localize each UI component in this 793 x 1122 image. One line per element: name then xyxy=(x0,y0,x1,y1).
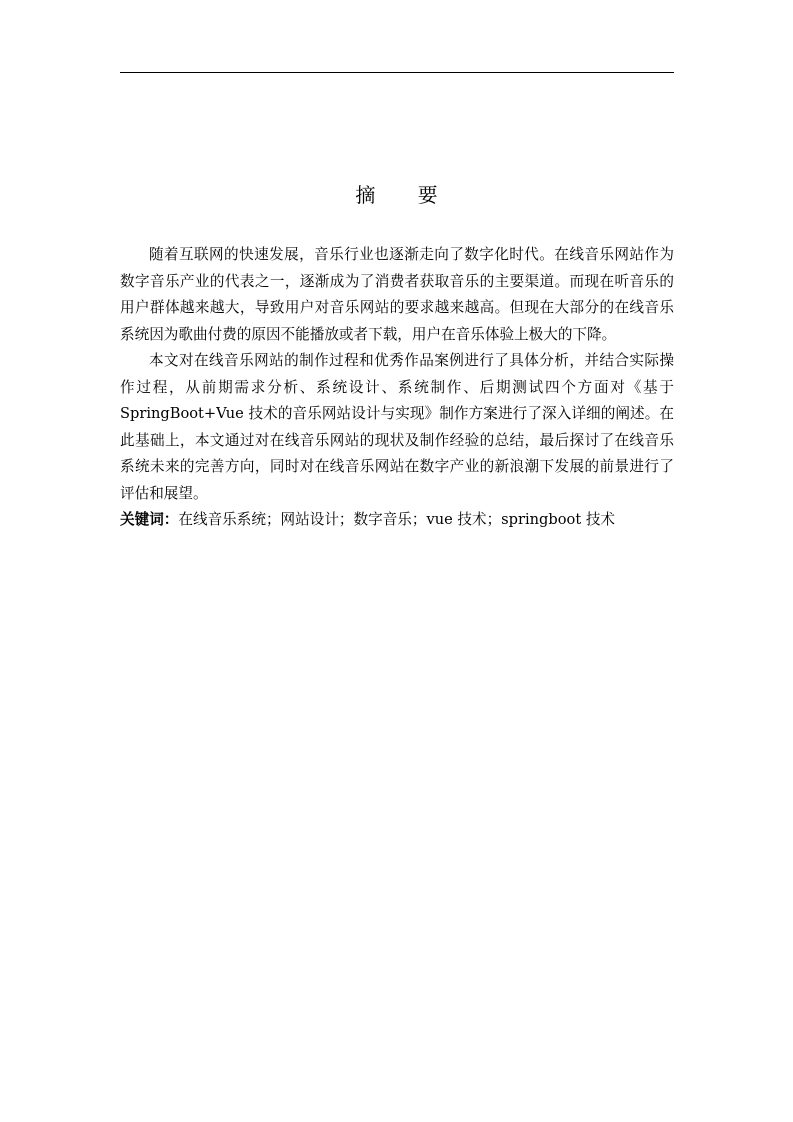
header-rule xyxy=(120,72,674,73)
abstract-paragraph-2: 本文对在线音乐网站的制作过程和优秀作品案例进行了具体分析，并结合实际操作过程，从前期需求分析、系统设计、系统制作、后期测试四个方面对《基于 SpringBoot+Vue 技术的音乐网站设计与实现》制作方案进行了深入详细的阐述。在此基础上，本文通过对在线音乐网站的现状及制作经验的总结，最后探讨了在线音乐系统未来的完善方向，同时对在线音乐网站在数字产业的新浪潮下发展的前景进行了评估和展望。 xyxy=(120,352,674,502)
keywords-line xyxy=(120,507,674,534)
keywords-text: 在线音乐系统；网站设计；数字音乐；vue 技术；springboot 技术 xyxy=(178,511,616,528)
abstract-body xyxy=(120,242,674,534)
abstract-paragraph-1: 随着互联网的快速发展，音乐行业也逐渐走向了数字化时代。在线音乐网站作为数字音乐产业的代表之一，逐渐成为了消费者获取音乐的主要渠道。而现在听音乐的用户群体越来越大，导致用户对音乐网站的要求越来越高。但现在大部分的在线音乐系统因为歌曲付费的原因不能播放或者下载，用户在音乐体验上极大的下降。 xyxy=(120,246,674,343)
keywords-label: 关键词： xyxy=(120,511,179,528)
abstract-title: 摘 要 xyxy=(355,183,456,207)
